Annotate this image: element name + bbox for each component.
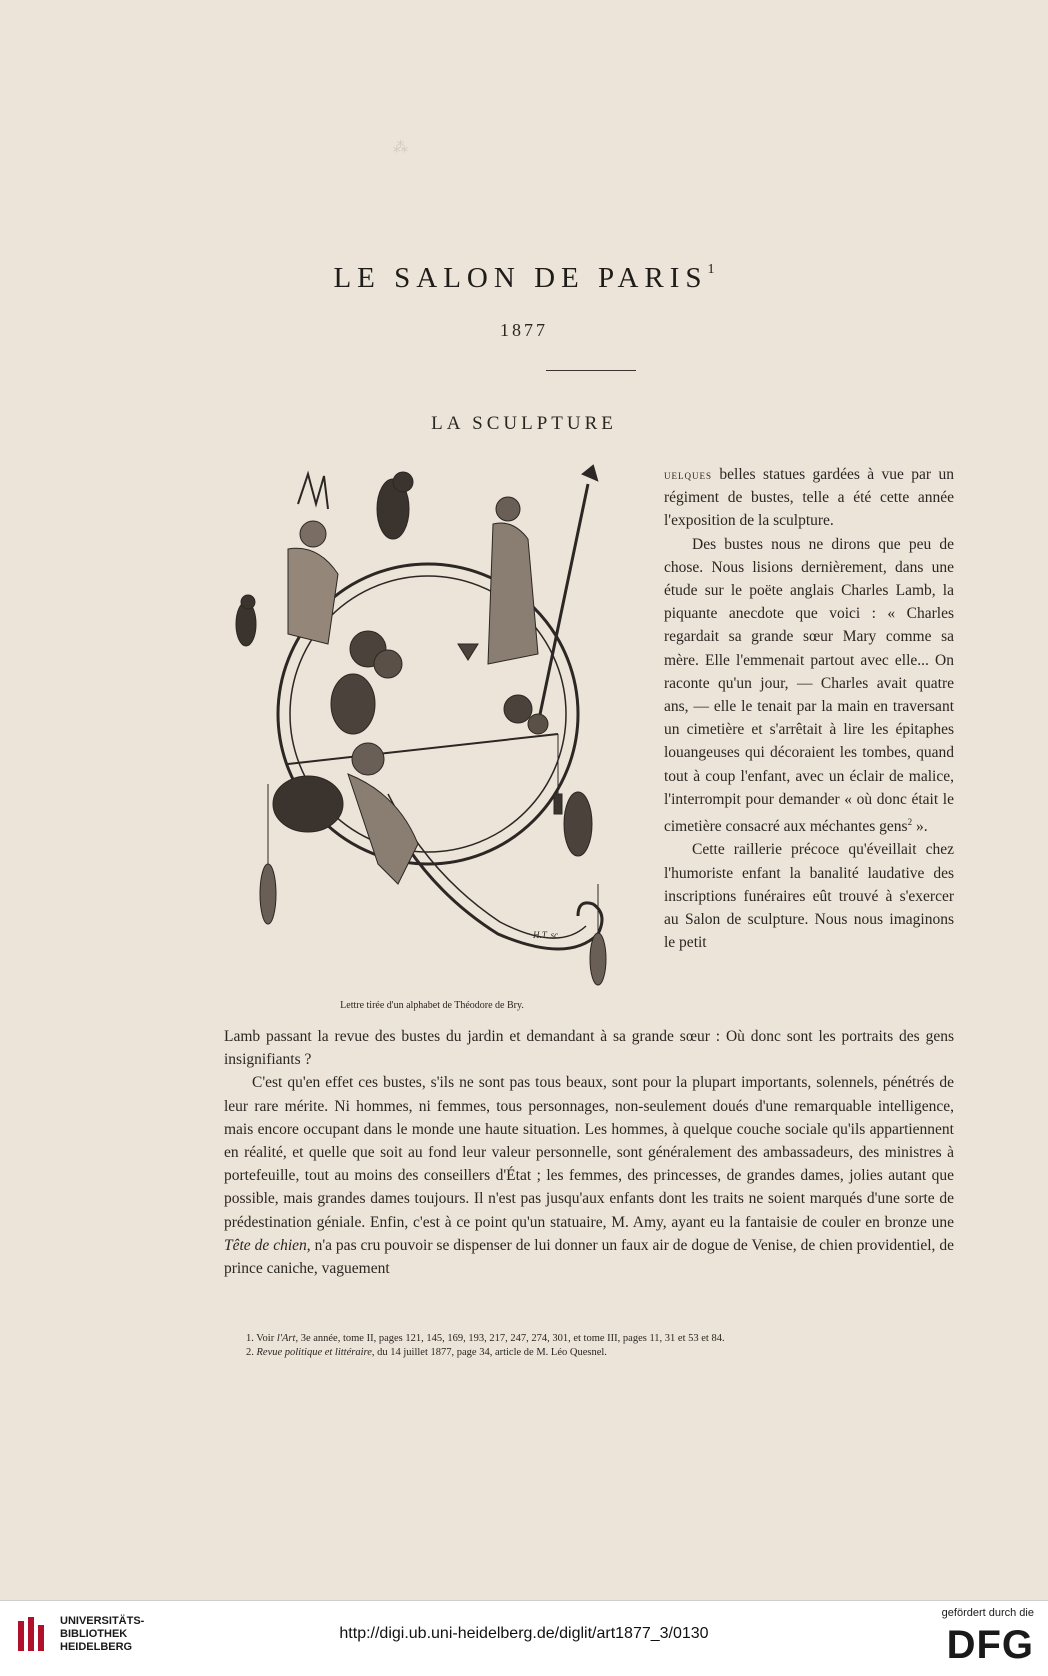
full-width-text: [224, 1025, 954, 1280]
footnotes: [246, 1332, 956, 1360]
paragraph-3: Cette raillerie précoce qu'éveillait chez l'humoriste enfant la banalité laudative des inscriptions funéraires eût trouvé à s'exercer au Salon de sculpture. Nous nous imaginons le petit: [664, 841, 954, 952]
bleed-through-title: ⁂: [390, 138, 408, 156]
section-heading: LA SCULPTURE: [431, 413, 617, 434]
paragraph-3-continued: Lamb passant la revue des bustes du jardin et demandant à sa grande sœur : Où donc sont les portraits des gens insignifiants ?: [224, 1028, 954, 1069]
dropcap-continuation: uelques: [664, 467, 712, 482]
engraver-monogram: H.T. sc.: [533, 930, 561, 940]
paragraph-1: belles statues gardées à vue par un régiment de bustes, telle a été cette année l'exposition de la sculpture.: [664, 466, 954, 530]
illustration-caption: Lettre tirée d'un alphabet de Théodore de Bry.: [340, 1000, 524, 1011]
footnote-2: 2. Revue politique et littéraire, du 14 juillet 1877, page 34, article de M. Léo Quesnel.: [246, 1347, 607, 1358]
year: 1877: [500, 320, 548, 340]
right-column-text: uelques belles statues gardées à vue par un régiment de bustes, telle a été cette année l'exposition de la sculpture. Des bustes nous ne dirons que peu de chose. Nous lisions dernièrement, dans une étude sur le poëte anglais Charles Lamb, la piquante anecdote que voici : « Charles regardait sa grande sœur Mary comme sa mère. Elle l'emmenait partout avec elle... On raconte qu'un jour, — Charles avait quatre ans, — elle le tenait par la main en traversant un cimetière et s'arrêtait à lire les épitaphes louangeuses qui décoraient les tombes, quand tout à coup l'enfant, avec un éclair de malice, l'interrompit pour demander « où donc était le cimetière consacré aux méchantes gens$^2$ ». Cette raillerie précoce qu'éveillait chez l'humoriste enfant la banalité laudative des inscriptions funéraires eût trouvé à s'exercer au Salon de sculpture. Nous nous imaginons le petit: [664, 466, 954, 952]
footnote-ref-2: 2: [907, 817, 913, 828]
divider: [546, 370, 636, 371]
permalink-url[interactable]: http://digi.ub.uni-heidelberg.de/diglit/art1877_3/0130: [339, 1625, 709, 1642]
ornamental-letter-q-illustration: [228, 464, 636, 1004]
page-title: LE SALON DE PARIS$^1$: [333, 262, 715, 294]
paragraph-2: Des bustes nous ne dirons que peu de chose. Nous lisions dernièrement, dans une étude sur le poëte anglais Charles Lamb, la piquante anecdote que voici : « Charles regardait sa grande sœur Mary comme sa mère. Elle l'emmenait partout avec elle... On raconte qu'un jour, — Charles avait quatre ans, — elle le tenait par la main en traversant un cimetière et s'arrêtait à lire les épitaphes louangeuses qui décoraient les tombes, quand tout à coup l'enfant, avec un éclair de malice, l'interrompit pour demander « où donc était le cimetière consacré aux méchantes gens: [664, 535, 954, 836]
title-footnote-ref: 1: [707, 262, 715, 277]
dfg-logo[interactable]: DFG: [946, 1623, 1034, 1667]
footnote-1: 1. Voir l'Art, 3e année, tome II, pages 121, 145, 169, 193, 217, 247, 274, 301, et tome III, pages 11, 31 et 53 et 84.: [246, 1333, 725, 1344]
funding-label: gefördert durch die: [941, 1607, 1034, 1619]
viewer-footer: [0, 1600, 1048, 1676]
paragraph-4: C'est qu'en effet ces bustes, s'ils ne sont pas tous beaux, sont pour la plupart importants, solennels, pénétrés de leur rare mérite. Ni hommes, ni femmes, tous personnages, non-seulement doués d'une remarquable intelligence, mais encore occupant dans le monde une haute situation. Les hommes, à quelque couche sociale qu'ils appartiennent en réalité, et quelle que soit au fond leur valeur personnelle, sont généralement des ambassadeurs, des ministres à portefeuille, tout au moins des conseillers d'État ; les femmes, des princesses, de grandes dames, jolies autant que possible, mais grandes dames toujours. Il n'est pas jusqu'aux enfants dont les traits ne soient marqués d'une sorte de prédestination géniale. Enfin, c'est à ce point qu'un statuaire, M. Amy, ayant eu la fantaisie de couler en bronze une Tête de chien, n'a pas cru pouvoir se dispenser de lui donner un faux air de dogue de Venise, de chien providentiel, de prince caniche, vaguement: [224, 1074, 954, 1278]
library-name[interactable]: UNIVERSITÄTS- BIBLIOTHEK HEIDELBERG: [60, 1615, 145, 1653]
